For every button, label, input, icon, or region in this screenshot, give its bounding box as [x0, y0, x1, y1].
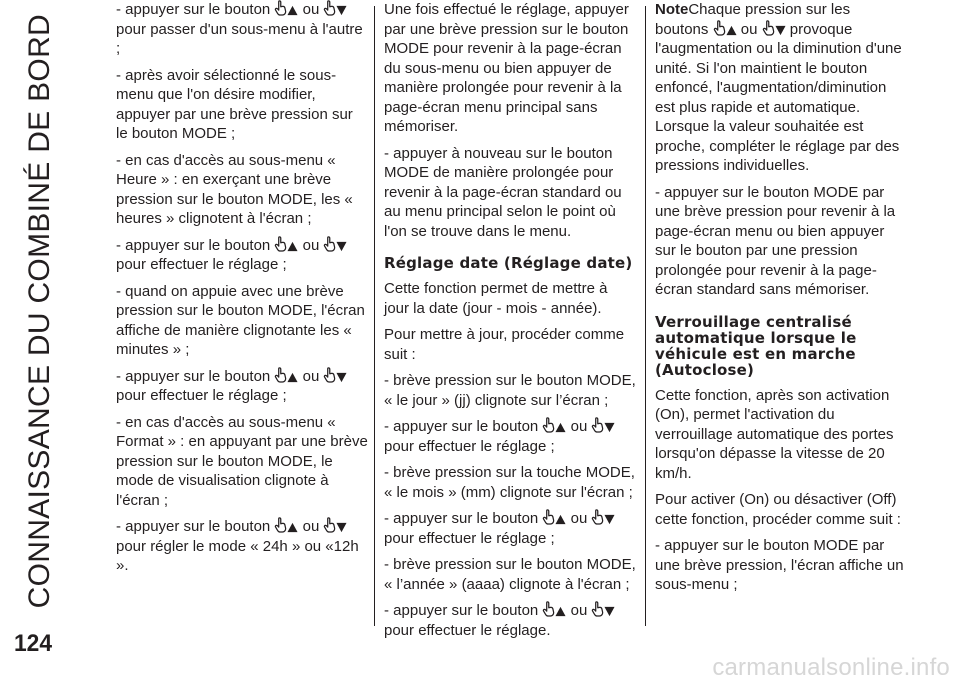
column-2	[384, 0, 636, 647]
triangle-up-icon	[287, 372, 298, 383]
paragraph: - brève pression sur le bouton MODE, « le jour » (jj) clignote sur l’écran ;	[384, 372, 636, 409]
column-divider	[645, 6, 646, 626]
hand-press-icon	[542, 509, 555, 525]
note-label: Note	[655, 1, 689, 18]
paragraph: - appuyer sur le bouton ou pour effectuer le réglage.	[384, 601, 636, 640]
paragraph: - brève pression sur la touche MODE, « le mois » (mm) clignote sur l'écran ;	[384, 464, 635, 501]
hand-press-icon	[323, 367, 336, 383]
paragraph: Pour activer (On) ou désactiver (Off) cette fonction, procéder comme suit :	[655, 491, 901, 528]
side-chapter-title: CONNAISSANCE DU COMBINÉ DE BORD	[23, 14, 56, 609]
section-heading: Verrouillage centralisé automatique lorsque le véhicule est en marche (Autoclose)	[655, 312, 857, 379]
hand-press-icon	[274, 367, 287, 383]
paragraph: - appuyer sur le bouton ou pour effectuer le réglage ;	[384, 417, 636, 456]
triangle-up-icon	[726, 25, 737, 36]
paragraph: - quand on appuie avec une brève pression sur le bouton MODE, l'écran affiche de manière clignotante les « minutes » ;	[116, 282, 365, 358]
hand-press-icon	[323, 517, 336, 533]
section-heading: Réglage date (Réglage date)	[384, 254, 633, 272]
triangle-up-icon	[555, 606, 566, 617]
triangle-up-icon	[287, 522, 298, 533]
paragraph: Pour mettre à jour, procéder comme suit :	[384, 326, 625, 363]
hand-press-icon	[591, 509, 604, 525]
paragraph: Cette fonction, après son activation (On), permet l'activation du verrouillage automatique des portes lorsqu'on dépasse la vitesse de 20 km/h.	[655, 386, 894, 482]
column-divider	[374, 6, 375, 626]
paragraph: Cette fonction permet de mettre à jour la date (jour - mois - année).	[384, 280, 608, 317]
triangle-down-icon	[604, 514, 615, 525]
paragraph: Une fois effectué le réglage, appuyer par une brève pression sur le bouton MODE pour revenir à la page-écran du sous-menu ou bien appuyer de manière prolongée pour revenir à la page-écran menu principal sans mémoriser.	[384, 1, 629, 135]
hand-press-icon	[591, 417, 604, 433]
hand-press-icon	[542, 417, 555, 433]
hand-press-icon	[542, 601, 555, 617]
triangle-down-icon	[604, 422, 615, 433]
paragraph: - après avoir sélectionné le sous-menu que l'on désire modifier, appuyer par une brève pression sur le bouton MODE ;	[116, 66, 353, 142]
paragraph: - appuyer à nouveau sur le bouton MODE de manière prolongée pour revenir à la page-écran standard ou au menu principal selon le point où l'on se trouve dans le menu.	[384, 144, 622, 240]
hand-press-icon	[713, 20, 726, 36]
column-1	[116, 0, 368, 583]
paragraph: - en cas d'accès au sous-menu « Format » : en appuyant par une brève pression sur le bouton MODE, le mode de visualisation clignote à l'écran ;	[116, 413, 368, 509]
paragraph: - appuyer sur le bouton ou pour effectuer le réglage ;	[116, 367, 368, 406]
paragraph: - appuyer sur le bouton ou pour régler le mode « 24h » ou «12h ».	[116, 518, 359, 574]
column-3	[655, 0, 905, 602]
hand-press-icon	[591, 601, 604, 617]
paragraph: - en cas d'accès au sous-menu « Heure » : en exerçant une brève pression sur le bouton MODE, les « heures » clignotent à l'écran ;	[116, 151, 353, 227]
triangle-up-icon	[287, 5, 298, 16]
hand-press-icon	[323, 0, 336, 16]
hand-press-icon	[323, 236, 336, 252]
triangle-up-icon	[555, 514, 566, 525]
triangle-down-icon	[336, 522, 347, 533]
note-paragraph: NoteChaque pression sur les boutons ou provoque l'augmentation ou la diminution d'une unité. Si l'on maintient le bouton enfoncé, l'augmentation/diminution est plus rapide et automatique. Lorsque la valeur souhaitée est proche, compléter le réglage par des pressions individuelles.	[655, 1, 902, 174]
triangle-up-icon	[287, 241, 298, 252]
hand-press-icon	[274, 0, 287, 16]
triangle-down-icon	[336, 5, 347, 16]
hand-press-icon	[274, 236, 287, 252]
triangle-down-icon	[336, 372, 347, 383]
paragraph: - appuyer sur le bouton ou pour effectuer le réglage ;	[384, 509, 636, 548]
triangle-down-icon	[775, 25, 786, 36]
paragraph: - appuyer sur le bouton ou pour effectuer le réglage ;	[116, 236, 368, 275]
paragraph: - appuyer sur le bouton MODE par une brève pression pour revenir à la page-écran menu ou bien appuyer sur le bouton par une pression prolongée pour revenir à la page-écran standard sans mémoriser.	[655, 183, 896, 298]
page-number: 124	[14, 630, 53, 657]
watermark: carmanualsonline.info	[712, 654, 950, 681]
triangle-down-icon	[336, 241, 347, 252]
paragraph: - appuyer sur le bouton ou pour passer d'un sous-menu à l'autre ;	[116, 1, 363, 57]
hand-press-icon	[762, 20, 775, 36]
hand-press-icon	[274, 517, 287, 533]
triangle-down-icon	[604, 606, 615, 617]
paragraph: - appuyer sur le bouton MODE par une brève pression, l'écran affiche un sous-menu ;	[655, 537, 904, 593]
triangle-up-icon	[555, 422, 566, 433]
paragraph: - brève pression sur le bouton MODE, « l’année » (aaaa) clignote à l'écran ;	[384, 556, 636, 593]
